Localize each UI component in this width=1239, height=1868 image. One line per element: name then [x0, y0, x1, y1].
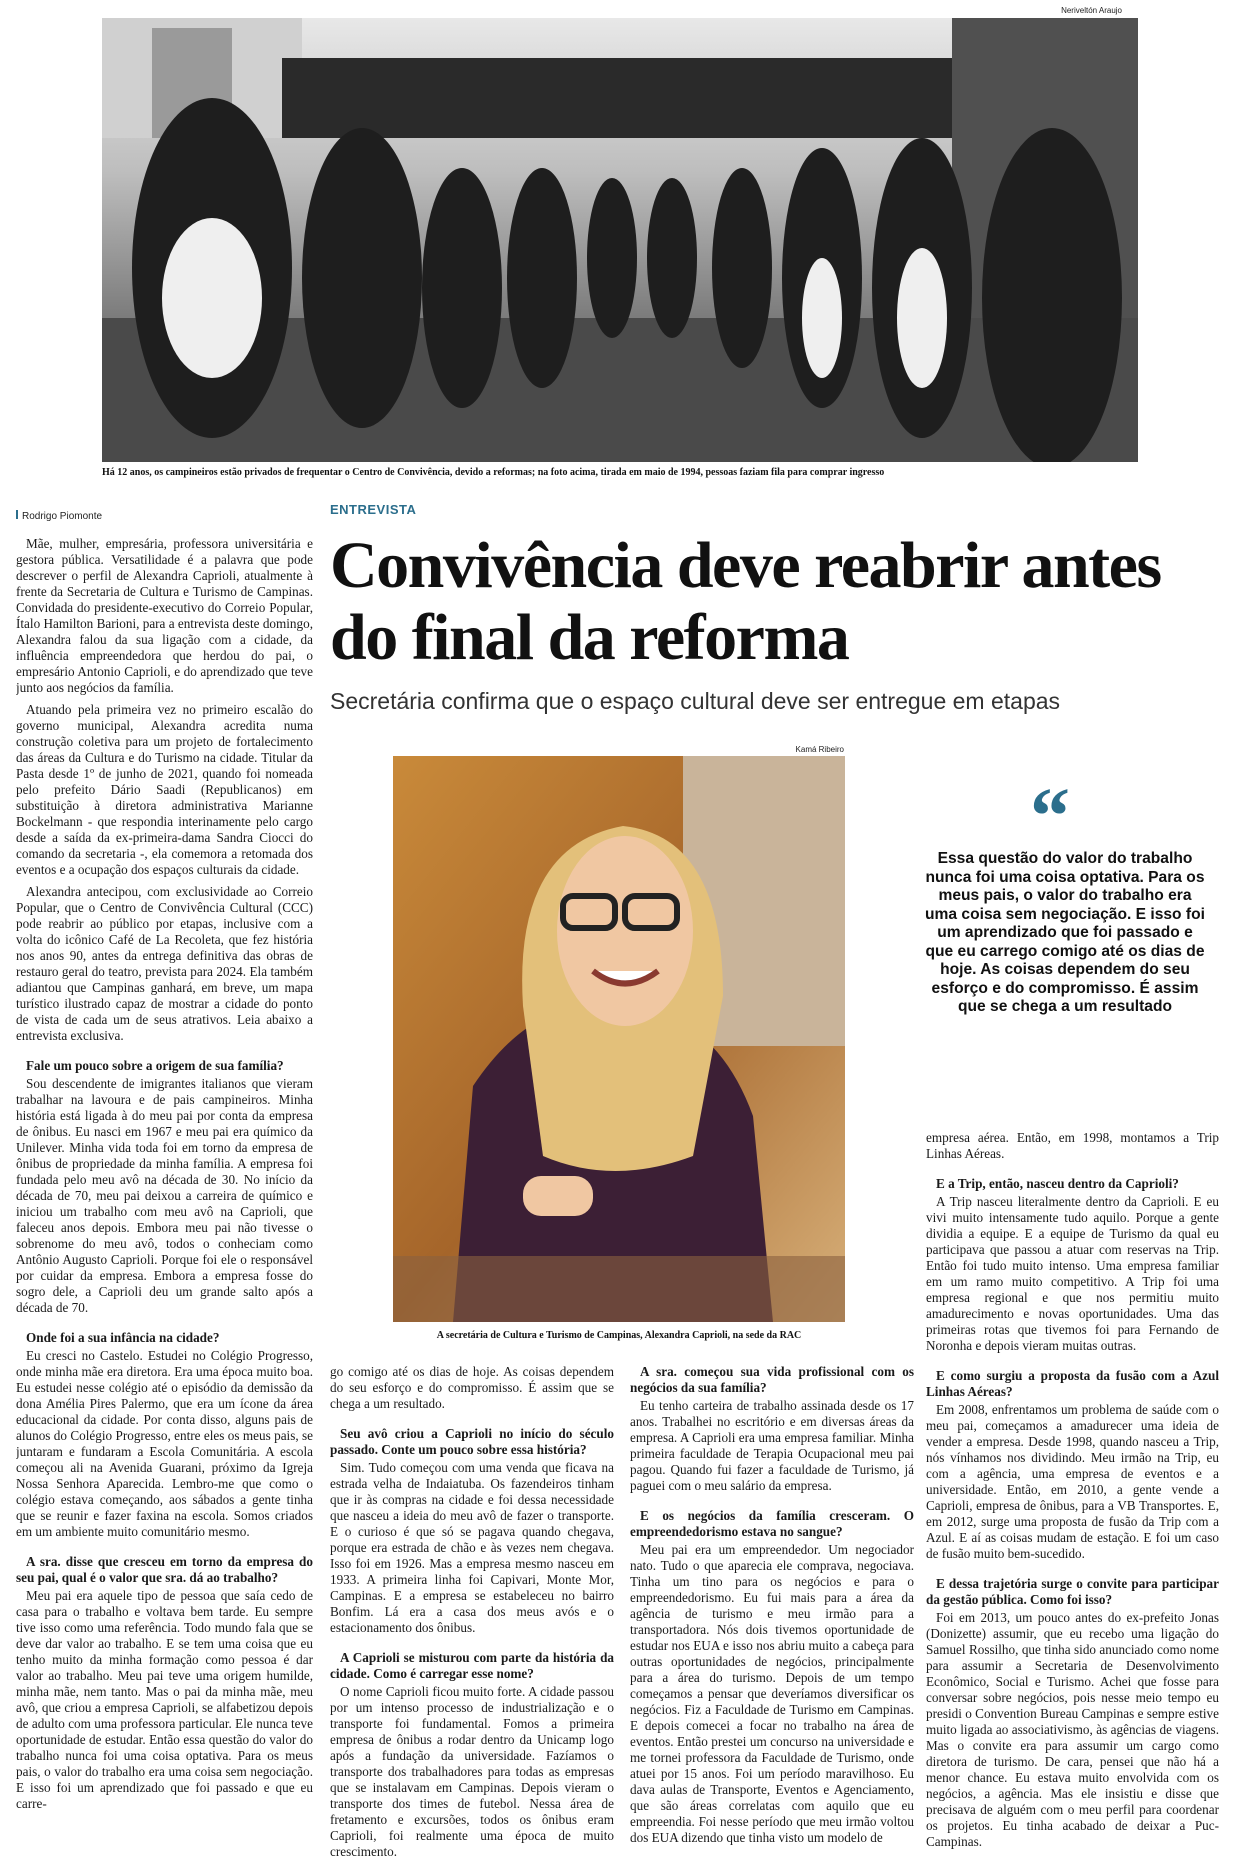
top-photo	[102, 18, 1138, 462]
column-3	[630, 1364, 914, 1864]
byline-author: Rodrigo Piomonte	[22, 511, 103, 522]
question: Fale um pouco sobre a origem de sua família?	[26, 1058, 284, 1073]
paragraph: Foi em 2013, um pouco antes do ex-prefeito Jonas (Donizette) assumir, que eu recebo uma ligação do Samuel Rossilho, que tinha sido anunciado como nome para assumir a Secretaria de Desenvolvimento Econômico, Social e Turismo. Achei que fosse para conversar sobre negócios, pois nesse meio tempo eu presidi o Convention Bureau Campinas e sempre estive muito ligada ao associativismo, às agências de viagens. Mas o convite era para assumir um cargo como diretora de turismo. De cara, pensei que não há a menor chance. Eu estava muito envolvida com os negócios, a agência. Mas ele insistiu e disse que precisava de alguém com o meu perfil para coordenar os projetos. Eu tinha acabado de deixar a Puc-Campinas.	[926, 1610, 1219, 1849]
quote-mark-icon: “	[1030, 773, 1070, 861]
paragraph: Mãe, mulher, empresária, professora universitária e gestora pública. Versatilidade é a palavra que pode descrever o perfil de Alexandra Caprioli, atualmente à frente da Secretaria de Cultura e Turismo de Campinas. Convidada do presidente-executivo do Correio Popular, Ítalo Hamilton Barioni, para a entrevista deste domingo, Alexandra falou da sua ligação com a cidade, da influência empreendedora que herdou do pai, o empresário Antonio Caprioli, e do aprendizado que teve junto aos negócios da família.	[16, 536, 313, 695]
question: A sra. disse que cresceu em torno da empresa do seu pai, qual é o valor que sra. dá ao trabalho?	[16, 1554, 313, 1585]
portrait-photo	[393, 756, 845, 1322]
paragraph: Eu tenho carteira de trabalho assinada desde os 17 anos. Trabalhei no escritório e em diversas áreas da empresa. A Caprioli era uma empresa familiar. Minha primeira faculdade de Terapia Ocupacional meu pai pagou. Quando fui fazer a faculdade de Turismo, já paguei com o meu salário da empresa.	[630, 1398, 914, 1493]
question: E dessa trajetória surge o convite para participar da gestão pública. Como foi isso?	[926, 1576, 1219, 1607]
paragraph: Alexandra antecipou, com exclusividade ao Correio Popular, que o Centro de Convivência Cultural (CCC) pode reabrir ao público por etapas, inclusive com a volta do icônico Café de La Recoleta, que fez história nos anos 90, antes da entrega definitiva das obras de restauro geral do teatro, prevista para 2024. Ela também adiantou que Campinas ganhará, em breve, um mapa turístico ilustrado capaz de mostrar a cidade do ponto de vista de cada um de seus atrativos. Leia abaixo a entrevista exclusiva.	[16, 884, 313, 1043]
paragraph: go comigo até os dias de hoje. As coisas dependem do seu esforço e do compromisso. É assim que se chega a um resultado.	[330, 1364, 614, 1411]
column-2	[330, 1364, 614, 1864]
paragraph: O nome Caprioli ficou muito forte. A cidade passou por um intenso processo de industrialização e o transporte foi fundamental. Fomos a primeira empresa de ônibus a rodar dentro da Unicamp logo após a fundação da universidade. Fazíamos o transporte dos trabalhadores para todas as empresas que se instalavam em Campinas. Depois vieram o transporte dos times de futebol. Nessa área de fretamento e excursões, todos os ônibus eram Caprioli, foi realmente uma época de muito crescimento.	[330, 1684, 614, 1859]
headline: Convivência deve reabrir antes do final da reforma	[330, 529, 1161, 674]
pull-quote: Essa questão do valor do trabalho nunca foi uma coisa optativa. Para os meus pais, o valor do trabalho era uma coisa sem negociação. E isso foi um aprendizado que foi passado e que eu carrego comigo até os dias de hoje. As coisas dependem do seu esforço e do compromisso. É assim que se chega a um resultado	[925, 850, 1205, 1015]
paragraph: Meu pai era aquele tipo de pessoa que saía cedo de casa para o trabalho e voltava bem tarde. Eu sempre tive isso como uma referência. Todo mundo fala que se deve dar valor ao trabalho. E se tem uma coisa que eu tenho muito da minha formação como pessoa é dar valor ao trabalho. Meu pai teve uma origem humilde, minha mãe, nem tanto. Mas o pai da minha mãe, meu avô, que criou a empresa Caprioli, se alfabetizou depois de adulto com uma professora particular. Ele nunca teve oportunidade de estudar. Então essa questão do valor do trabalho nunca foi uma coisa optativa. Para os meus pais, o valor do trabalho era uma coisa sem negociação. E isso foi um aprendizado que foi passado e que eu carre-	[16, 1588, 313, 1811]
paragraph: Sim. Tudo começou com uma venda que ficava na estrada velha de Indaiatuba. Os fazendeiros tinham que ir às compras na cidade e foi dessa necessidade que nasceu a ideia do meu avô de fazer o transporte. E o curioso é que só se pagava quando chegava, porque era estrada de chão e às vezes nem chegava. Isso foi em 1926. Mas a empresa mesmo nasceu em 1933. A primeira linha foi Capivari, Monte Mor, Campinas. E a empresa se estabeleceu no bairro Bonfim. Lá era a casa dos meus avós e o estacionamento dos ônibus.	[330, 1460, 614, 1635]
top-photo-caption: Há 12 anos, os campineiros estão privados de frequentar o Centro de Convivência, devido a reformas; na foto acima, tirada em maio de 1994, pessoas faziam fila para comprar ingresso	[102, 467, 885, 478]
question: A Caprioli se misturou com parte da história da cidade. Como é carregar esse nome?	[330, 1650, 614, 1681]
top-photo-credit: Neriveltón Araujo	[1061, 6, 1122, 15]
paragraph: empresa aérea. Então, em 1998, montamos a Trip Linhas Aéreas.	[926, 1130, 1219, 1161]
byline	[16, 510, 316, 522]
paragraph: Sou descendente de imigrantes italianos que vieram trabalhar na lavoura e de pais campineiros. Minha história está ligada à do meu pai por conta da empresa de ônibus. Eu nasci em 1967 e meu pai era químico da Unilever. Minha vida toda foi em torno da empresa de ônibus de propriedade da minha família. A empresa foi fundada pelo meu avô na década de 30. No início da década de 70, meu pai deixou a carreira de químico e iniciou um trabalho com meu avô na Caprioli, que faleceu anos depois. Embora meu pai não tivesse o sobrenome do meu avô, todos o conheciam como Antônio Augusto Caprioli. Porque foi ele o responsável por cuidar da empresa. Embora a empresa fosse do sogro dele, a Caprioli deu um grande salto após a década de 70.	[16, 1076, 313, 1315]
column-1	[16, 536, 313, 1864]
question: A sra. começou sua vida profissional com os negócios da sua família?	[630, 1364, 914, 1395]
question: E os negócios da família cresceram. O empreendedorismo estava no sangue?	[630, 1508, 914, 1539]
byline-marker	[16, 510, 18, 519]
paragraph: Meu pai era um empreendedor. Um negociador nato. Tudo o que aparecia ele comprava, negociava. Tinha um tino para os negócios e para o empreendedorismo. Eu fui mais para a área da agência de turismo e meu irmão para a transportadora. Nós dois tivemos oportunidade de estudar nos EUA e isso nos abriu muito a cabeça para outras oportunidades de negócios, principalmente para a área do turismo. Depois de um tempo começamos a pensar que deveríamos diversificar os negócios. Fiz a Faculdade de Turismo em Campinas. E depois comecei a focar no trabalho na área de eventos. Então prestei um concurso na universidade e me tornei professora da Faculdade de Turismo, onde atuei por 15 anos. Foi um período maravilhoso. Eu dava aulas de Transporte, Eventos e Agenciamento, que são áreas correlatas com aquilo que eu empreendia. Foi nesse período que meu irmão voltou dos EUA dizendo que tinha visto um modelo de	[630, 1542, 914, 1845]
portrait-caption: A secretária de Cultura e Turismo de Campinas, Alexandra Caprioli, na sede da RAC	[436, 1330, 802, 1341]
paragraph: A Trip nasceu literalmente dentro da Caprioli. E eu vivi muito intensamente tudo aquilo. Porque a gente dividia a equipe. E a equipe de Turismo da qual eu participava que passou a atuar com reservas na Trip. Então foi tudo muito intenso. Uma empresa familiar em um ramo muito competitivo. A Trip foi uma empresa regional e que nos permitiu muito amadurecimento e novas oportunidades. Uma das primeiras rotas que tivemos foi para Fernando de Noronha e depois vieram muitas outras.	[926, 1194, 1219, 1353]
section-kicker: ENTREVISTA	[330, 502, 417, 517]
subhead: Secretária confirma que o espaço cultural deve ser entregue em etapas	[330, 688, 1061, 714]
question: E a Trip, então, nasceu dentro da Caprioli?	[936, 1176, 1179, 1191]
paragraph: Em 2008, enfrentamos um problema de saúde com o meu pai, começamos a amadurecer uma ideia de vender a empresa. Desde 1998, quando nasceu a Trip, nós vínhamos nos dividindo. Meu irmão na Trip, eu com a agência, uma empresa de eventos e a universidade. Então, em 2010, a gente vende a Caprioli, empresa de ônibus, para a VB Transportes. E, em 2012, surge uma proposta de fusão da Trip com a Azul. E aí as coisas mudam de estação. E foi um caso de fusão muito bem-sucedido.	[926, 1402, 1219, 1561]
column-4	[926, 1130, 1219, 1864]
question: Onde foi a sua infância na cidade?	[26, 1330, 220, 1345]
portrait-credit: Kamá Ribeiro	[795, 745, 844, 754]
question: Seu avô criou a Caprioli no início do século passado. Conte um pouco sobre essa história?	[330, 1426, 614, 1457]
paragraph: Eu cresci no Castelo. Estudei no Colégio Progresso, onde minha mãe era diretora. Era uma época muito boa. Eu estudei nesse colégio até o episódio da demissão da dona Amélia Pires Palermo, que era um ícone da área educacional da cidade. Por conta disso, alguns pais de alunos do Colégio Progresso, entre eles os meus pais, se juntaram e fundaram a Escola Comunitária. A escola começou ali na Avenida Guarani, próximo da Igreja Nossa Senhora Aparecida. Lembro-me que como o colégio estava começando, aos sábados a gente tinha que se reunir e fazer faxina na escola. Somos criados em um ambiente muito comunitário mesmo.	[16, 1348, 313, 1539]
paragraph: Atuando pela primeira vez no primeiro escalão do governo municipal, Alexandra acredita numa construção coletiva para um projeto de fortalecimento das áreas da Cultura e do Turismo na cidade. Titular da Pasta desde 1º de junho de 2021, quando foi nomeada pelo prefeito Dário Saadi (Republicanos) em substituição à diretora administrativa Marianne Bockelmann - que respondia interinamente pelo cargo desde a saída da ex-primeira-dama Sandra Ciocci do comando da secretaria -, ela comemora a retomada dos eventos e a ocupação dos espaços culturais da cidade.	[16, 702, 313, 877]
question: E como surgiu a proposta da fusão com a Azul Linhas Aéreas?	[926, 1368, 1219, 1399]
